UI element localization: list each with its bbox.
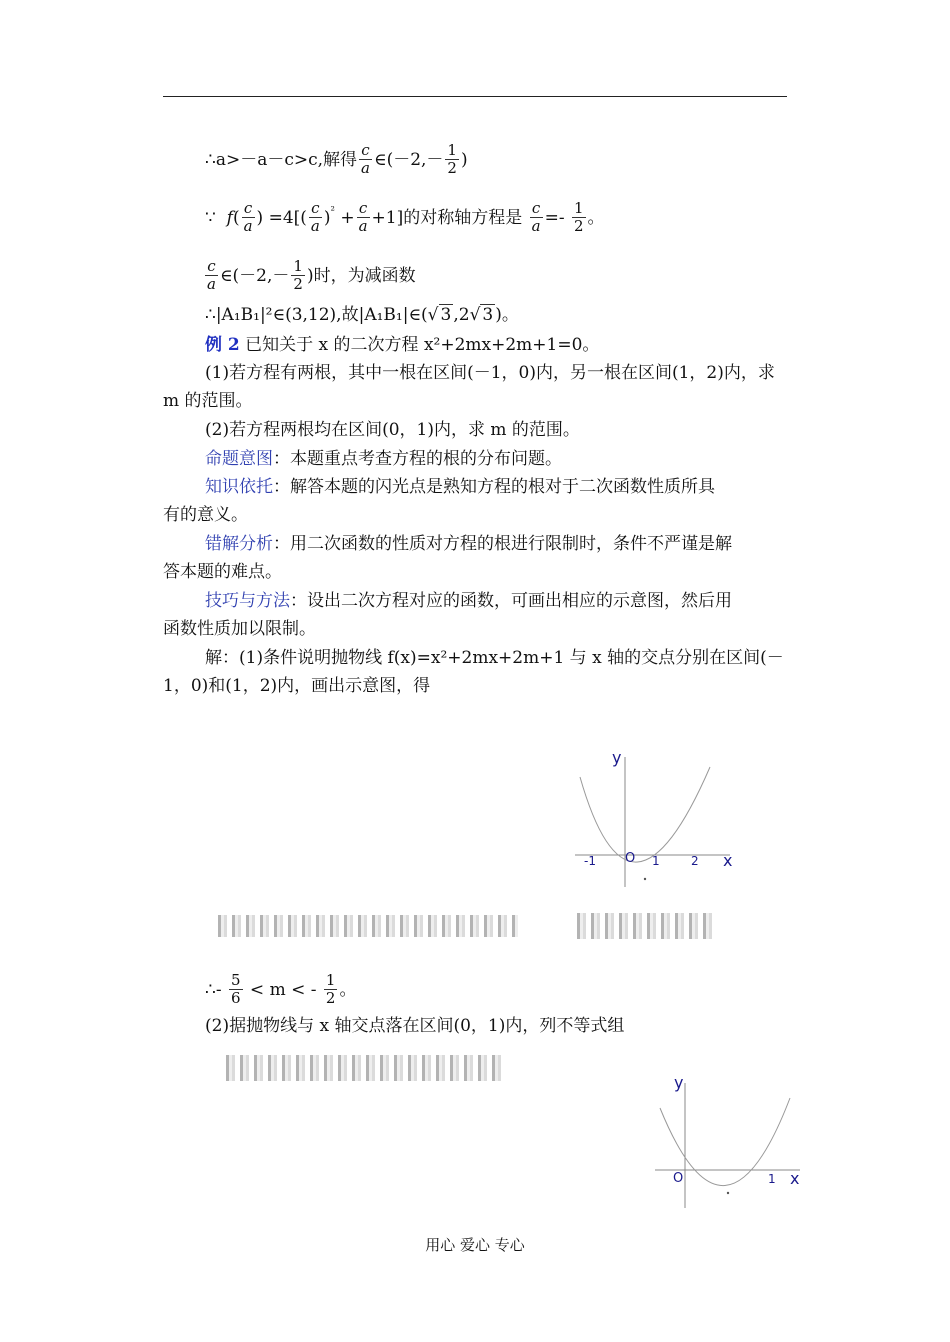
fraction-numerator: c [359,142,372,160]
method-line-cont: 函数性质加以限制。 [163,619,316,639]
example-heading [205,334,599,356]
question-1: (1)若方程有两根，其中一根在区间(－1，0)内，另一根在区间(1，2)内，求 [205,363,775,383]
fraction-denominator: 2 [447,159,457,177]
fraction-numerator: 5 [230,971,241,989]
parabola-graph-1 [570,742,750,892]
error-label: 错解分析 [205,534,273,554]
vertex-point [644,878,646,880]
intent-text: ：本题重点考查方程的根的分布问题。 [273,449,562,469]
origin-label: O [673,1171,684,1186]
sqrt-radicand: 3 [440,305,452,325]
question-2: (2)若方程两根均在区间(0，1)内，求 m 的范围。 [205,420,580,440]
inequality-system-image [218,915,518,937]
derivation-line-4: ∴|A₁B₁|²∈(3,12),故|A₁B₁|∈(√ 3 ,2√ 3 )。 [205,305,519,325]
basis-label: 知识依托 [205,477,273,497]
text: )。 [495,305,519,325]
vertex-point [727,1192,729,1194]
function-name: f [226,207,233,228]
basis-text: ：解答本题的闪光点是熟知方程的根对于二次函数性质所具 [273,477,715,497]
tick-label: 1 [768,1172,776,1186]
example-label: 例 2 [205,335,240,355]
inequality-system-image-2 [226,1055,501,1081]
text: +1] [371,207,404,228]
method-label: 技巧与方法 [205,591,290,611]
tick-label: 2 [691,854,699,868]
error-line [205,533,732,555]
text: ,2 [453,305,470,325]
basis-line [205,476,715,498]
superscript: ² [330,204,335,217]
text: 。 [339,979,357,1000]
text: ) [460,149,468,170]
text: ∴a>－a－c>c,解得 [205,149,358,170]
fraction-numerator: 1 [447,141,457,159]
text: =4[( [268,207,307,228]
x-axis-label: x [723,851,733,870]
solution-line-3: (2)据抛物线与 x 轴交点落在区间(0，1)内，列不等式组 [205,1016,625,1036]
method-text: ：设出二次方程对应的函数，可画出相应的示意图，然后用 [290,591,732,611]
parabola-graph-2 [650,1068,810,1210]
because-symbol: ∵ [205,207,216,228]
fraction-numerator: 1 [325,971,336,989]
fraction-denominator: a [361,159,370,177]
text: ∈(－2,－ [219,265,290,286]
sqrt-radicand: 3 [482,305,494,325]
fraction-denominator: 6 [230,989,241,1007]
tick-label: 1 [652,854,660,868]
page-footer: 用心 爱心 专心 [425,1236,525,1254]
y-axis-label: y [612,748,622,767]
text: =- [544,207,565,228]
method-line [205,590,732,612]
error-line-cont: 答本题的难点。 [163,562,282,582]
origin-label: O [625,851,636,866]
text: ∴|A₁B₁|²∈(3,12),故|A₁B₁|∈( [205,305,428,325]
text: )时，为减函数 [306,265,416,286]
tick-label: -1 [584,854,596,868]
derivation-line-3: $\frac{c}{a}$ ∈(－2,－ $\frac{1}{2}$ )时，为减函数 [207,257,416,293]
text: 。 [587,207,605,228]
intent-label: 命题意图 [205,449,273,469]
header-rule [163,96,787,97]
basis-line-cont: 有的意义。 [163,505,248,525]
text: 的对称轴方程是 [403,207,523,228]
fraction-denominator: 2 [325,989,336,1007]
error-text: ：用二次函数的性质对方程的根进行限制时，条件不严谨是解 [273,534,732,554]
x-axis-label: x [790,1169,800,1188]
text: < m < - [249,979,317,1000]
example-text: 已知关于 x 的二次方程 x²+2mx+2m+1=0。 [245,335,600,355]
intent-line [205,448,562,470]
inequality-system-image [577,913,717,939]
solution-line-1: 解：(1)条件说明抛物线 f(x)=x²+2mx+2m+1 与 x 轴的交点分别在区间(－ [205,648,784,668]
y-axis-label: y [674,1073,684,1092]
result-line [205,972,356,1007]
parabola-curve [580,767,710,862]
question-1-cont: m 的范围。 [163,391,253,411]
solution-line-2: 1，0)和(1，2)内，画出示意图，得 [163,676,431,696]
text: ∴- [205,979,222,1000]
text: ∈(－2,－ [373,149,444,170]
text: + [340,207,355,228]
derivation-line-2: ∵ f( $\frac{c}{a}$ ) =4[( $\frac{c}{a}$ )² + $\frac{c}{a}$ +1]的对称轴方程是 $\frac{c}{a}$ =- $\frac{1}{2}$ 。 [205,199,605,235]
derivation-line-1 [205,142,468,177]
